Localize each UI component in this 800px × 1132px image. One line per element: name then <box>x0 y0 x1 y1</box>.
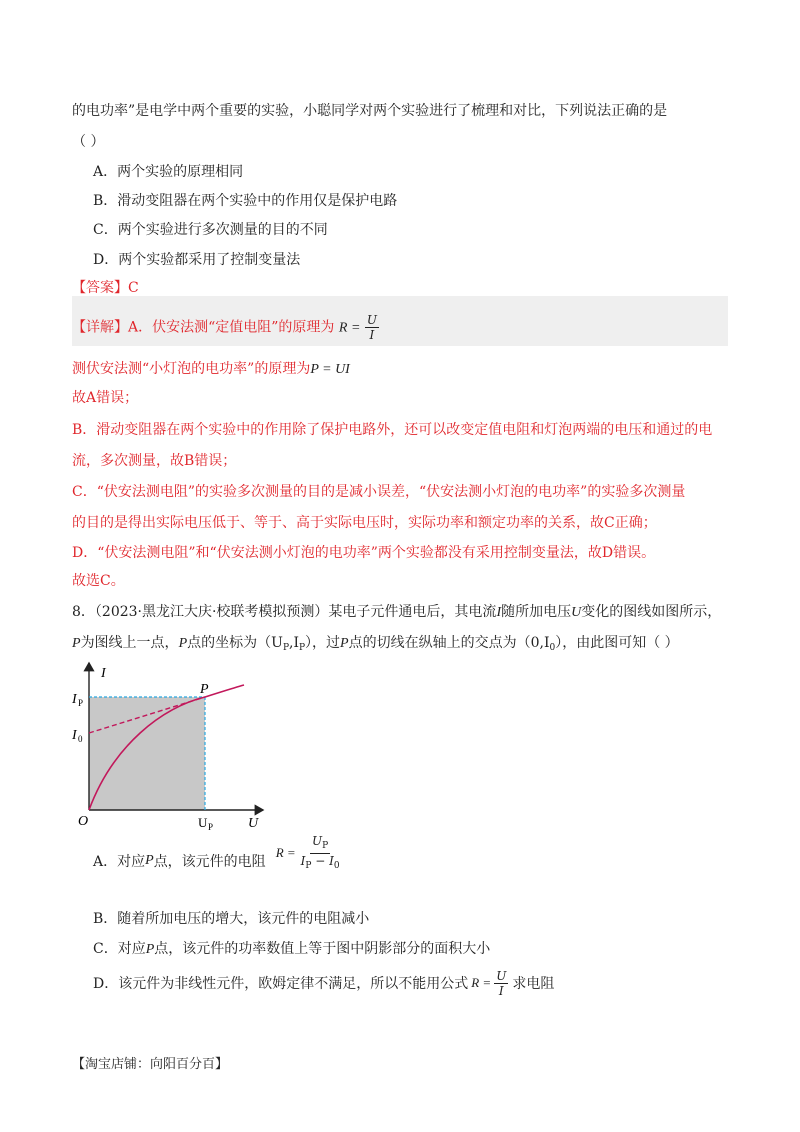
q8-line1-a: 8．（2023·黑龙江大庆·校联考模拟预测）某电子元件通电后，其电流 <box>72 604 497 620</box>
q8-sub-i0: 0 <box>549 643 556 653</box>
q8-option-c <box>93 938 490 958</box>
detail-line-8: D．“伏安法测电阻”和“伏安法测小灯泡的电功率”两个实验都没有采用控制变量法，故D错误。 <box>72 545 656 561</box>
i0-label: I <box>72 728 77 743</box>
detail-line-5: 流，多次测量，故B错误； <box>72 453 237 469</box>
formula-r-num: U <box>366 313 377 327</box>
q8-line2-e: 点的切线在纵轴上的交点为（0,I <box>348 635 550 651</box>
formula-r-fraction <box>365 313 379 342</box>
detail-line-1 <box>72 313 379 342</box>
q8-opt-a-r: R = <box>275 845 296 860</box>
iu-graph <box>68 655 268 832</box>
q8-sub-up: P <box>282 643 289 653</box>
q8-line2-a: 为图线上一点， <box>80 635 179 651</box>
q8-line2-d: ），过 <box>305 635 341 651</box>
q8-var-p1: P <box>72 636 81 651</box>
q8-option-b: B．随着所加电压的增大，该元件的电阻减小 <box>93 911 370 927</box>
q8-opt-d-fraction <box>494 969 508 998</box>
q8-opt-d-prefix: D．该元件为非线性元件，欧姆定律不满足，所以不能用公式 <box>93 976 469 992</box>
axis-u-label: U <box>248 816 259 831</box>
q8-opt-a-fraction <box>299 834 342 873</box>
q8-line1-b: 随所加电压 <box>501 604 572 620</box>
detail-line-4: B．滑动变阻器在两个实验中的作用除了保护电路外，还可以改变定值电阻和灯泡两端的电压和通过的电 <box>72 422 713 438</box>
q8-stem-line2 <box>72 632 679 653</box>
q8-opt-d-num: U <box>496 968 507 983</box>
answer-label: 【答案】C <box>72 280 139 296</box>
q8-opt-a-num-sub: P <box>322 840 329 851</box>
q8-var-i: I <box>496 605 502 620</box>
detail-line-3: 故A错误； <box>72 390 139 406</box>
footer-shop: 【淘宝店铺：向阳百分百】 <box>72 1057 229 1072</box>
point-p-label: P <box>200 682 209 697</box>
shaded-area <box>89 697 205 810</box>
q8-stem-line1 <box>72 601 721 621</box>
q7-option-d: D．两个实验都采用了控制变量法 <box>93 252 301 268</box>
q8-opt-d-den: I <box>498 983 504 998</box>
q8-var-p3: P <box>340 636 349 651</box>
q7-option-b: B．滑动变阻器在两个实验中的作用仅是保护电路 <box>93 193 398 209</box>
q8-option-a <box>93 833 342 884</box>
q7-stem: 的电功率”是电学中两个重要的实验，小聪同学对两个实验进行了梳理和对比，下列说法正确的是 <box>72 103 668 119</box>
q7-option-a: A．两个实验的原理相同 <box>93 164 244 180</box>
q8-line2-b: 点的坐标为（U <box>187 635 283 651</box>
q8-opt-a-prefix: A．对应 <box>93 854 146 870</box>
q8-opt-c-p: P <box>145 942 155 957</box>
up-sub: P <box>208 822 214 832</box>
detail-line-7: 的目的是得出实际电压低于、等于、高于实际电压时，实际功率和额定功率的关系，故C正确； <box>72 515 657 531</box>
q8-opt-c-prefix: C．对应 <box>93 941 146 957</box>
formula-r-lhs: R = <box>338 320 361 336</box>
q8-opt-c-rest: 点，该元件的功率数值上等于图中阴影部分的面积大小 <box>154 941 491 957</box>
up-label: U <box>198 815 208 830</box>
detail-line-6: C．“伏安法测电阻”的实验多次测量的目的是减小误差，“伏安法测小灯泡的电功率”的实验多次测量 <box>72 484 686 500</box>
origin-label: O <box>78 814 89 829</box>
q8-opt-a-num: U <box>312 833 323 848</box>
q8-opt-a-mid: 点，该元件的电阻 <box>153 854 266 870</box>
formula-p-ui: P = UI <box>310 362 350 377</box>
q8-opt-d-rest: 求电阻 <box>512 976 555 992</box>
q7-paren: （ ） <box>72 134 105 150</box>
q8-sub-ip: P <box>298 643 306 653</box>
detail-line-9: 故选C。 <box>72 573 125 589</box>
q7-option-c: C．两个实验进行多次测量的目的不同 <box>93 222 328 238</box>
q8-var-p2: P <box>178 636 188 651</box>
q8-opt-a-den-sub1: P <box>305 860 312 871</box>
detail-line-2 <box>72 358 350 378</box>
q8-opt-a-formula <box>276 834 342 873</box>
detail-a-text: 【详解】A．伏安法测“定值电阻”的原理为 <box>72 319 335 336</box>
q8-option-d <box>93 966 554 1000</box>
ip-label: I <box>72 692 77 707</box>
q8-line2-f: ），由此图可知（ ） <box>555 635 679 651</box>
ip-sub: P <box>78 698 84 708</box>
q8-var-u: U <box>571 605 582 620</box>
i0-sub: 0 <box>78 734 83 744</box>
q8-line2-c: ,I <box>289 635 299 651</box>
q8-opt-d-r: R = <box>471 975 492 990</box>
formula-r-den: I <box>369 328 375 342</box>
detail-line2-text: 测伏安法测“小灯泡的电功率”的原理为 <box>72 361 311 377</box>
q8-opt-a-den-sub2: 0 <box>333 860 340 871</box>
q8-line1-c: 变化的图线如图所示， <box>581 604 722 620</box>
axis-i-label: I <box>101 666 106 681</box>
q8-opt-a-den: I <box>300 853 306 868</box>
q8-opt-a-p: P <box>145 853 154 868</box>
q8-opt-a-den-mid: − I <box>311 853 334 868</box>
